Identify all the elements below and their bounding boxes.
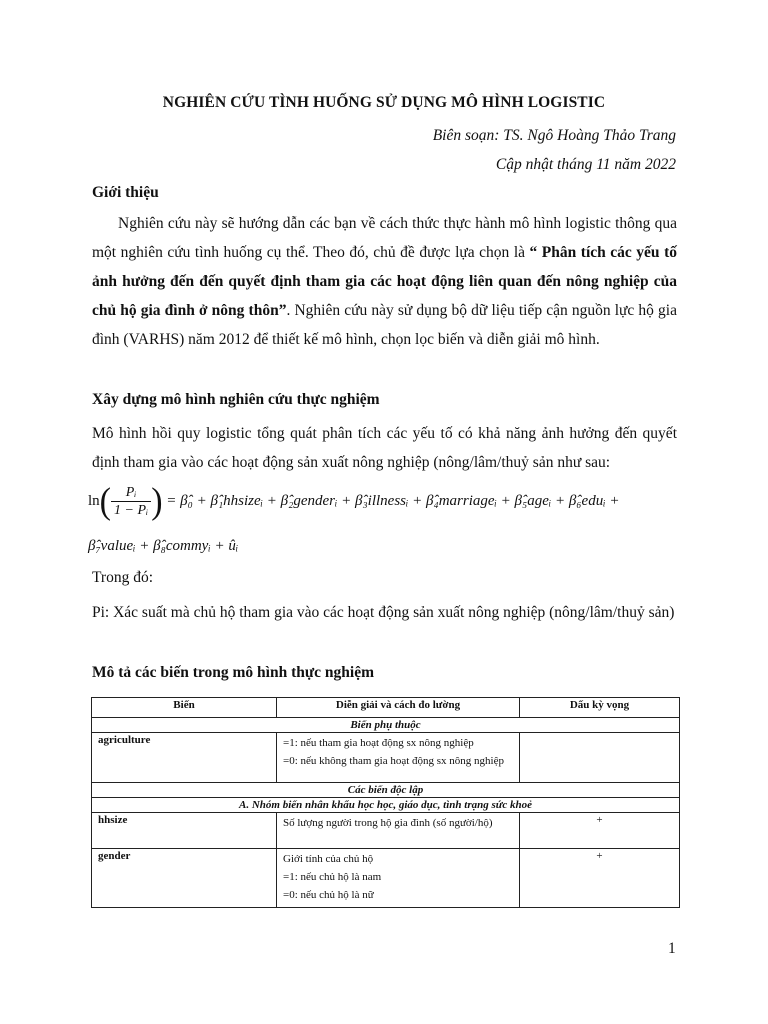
var-sign: +	[520, 813, 680, 849]
table-row	[92, 733, 680, 783]
var-name: gender	[92, 849, 277, 908]
eq-ln: ln	[88, 492, 100, 509]
var-sign	[520, 733, 680, 783]
desc-line: Số lượng người trong hộ gia đình (số người/hộ)	[283, 817, 493, 829]
eq-numerator: Pᵢ	[111, 484, 151, 502]
intro-paragraph	[92, 209, 677, 354]
intro-topic: “ Phân tích các yếu tố ảnh hưởng đến đến quyết định tham gia các hoạt động liên quan đến nông nghiệp của chủ hộ gia đình ở nông thôn”	[92, 244, 677, 319]
page-number: 1	[668, 940, 676, 957]
eq-left-paren: (	[99, 480, 111, 522]
desc-line: =0: nếu không tham gia hoạt động sx nông nghiệp	[283, 755, 504, 767]
group-a: A. Nhóm biến nhân khẩu học học, giáo dục, tình trạng sức khoẻ	[92, 798, 680, 813]
table-header-row	[92, 698, 680, 718]
header-description: Diễn giải và cách đo lường	[277, 698, 520, 718]
pi-description: Pi: Xác suất mà chủ hộ tham gia vào các hoạt động sản xuất nông nghiệp (nông/lâm/thuỷ sản)	[92, 604, 675, 621]
intro-heading: Giới thiệu	[92, 184, 159, 201]
eq-rhs-1: = β̂₀ + β̂₁hhsizeᵢ + β̂₂genderᵢ + β̂₃illnessᵢ + β̂₄marriageᵢ + β̂₅ageᵢ + β̂₆eduᵢ +	[166, 492, 620, 509]
desc-line: =0: nếu chủ hộ là nữ	[283, 889, 374, 901]
desc-line: =1: nếu tham gia hoạt động sx nông nghiệp	[283, 737, 474, 749]
eq-fraction	[111, 484, 151, 519]
group-independent: Các biến độc lập	[92, 783, 680, 798]
desc-line: =1: nếu chủ hộ là nam	[283, 871, 382, 883]
updated-line: Cập nhật tháng 11 năm 2022	[495, 156, 676, 173]
var-name: agriculture	[92, 733, 277, 783]
eq-right-paren: )	[151, 480, 163, 522]
intro-text-before: Nghiên cứu này sẽ hướng dẫn các bạn về cách thức thực hành mô hình logistic thông qua một nghiên cứu tình huống cụ thể. Theo đó, chủ đề được lựa chọn là	[92, 215, 677, 261]
var-sign: +	[520, 849, 680, 908]
var-description	[277, 733, 520, 783]
model-paragraph: Mô hình hồi quy logistic tổng quát phân tích các yếu tố có khả năng ảnh hưởng đến quyết định tham gia vào các hoạt động sản xuất nông nghiệp (nông/lâm/thuỷ sản như sau:	[92, 425, 677, 471]
table-row	[92, 813, 680, 849]
eq-denominator: 1 − Pᵢ	[114, 503, 149, 518]
desc-line: Giới tính của chủ hộ	[283, 853, 374, 865]
header-expected-sign: Dấu kỳ vọng	[520, 698, 680, 718]
table-row	[92, 849, 680, 908]
equation-line-2	[88, 538, 238, 555]
group-dependent: Biến phụ thuộc	[92, 718, 680, 733]
table-heading: Mô tả các biến trong mô hình thực nghiệm	[92, 664, 374, 681]
intro-text-after: . Nghiên cứu này sử dụng bộ dữ liệu tiếp cận nguồn lực hộ gia đình (VARHS) năm 2012 để thiết kế mô hình, chọn lọc biến và diễn giải mô hình.	[92, 302, 677, 348]
model-heading: Xây dựng mô hình nghiên cứu thực nghiệm	[92, 391, 380, 408]
var-name: hhsize	[92, 813, 277, 849]
variables-table	[91, 697, 680, 908]
eq-rhs-2: β̂₇valueᵢ + β̂₈commyᵢ + ûᵢ	[88, 538, 239, 554]
equation-line-1	[88, 480, 620, 522]
table-group-row	[92, 783, 680, 798]
table-group-row	[92, 718, 680, 733]
var-description	[277, 813, 520, 849]
document-title: NGHIÊN CỨU TÌNH HUỐNG SỬ DỤNG MÔ HÌNH LOGISTIC	[162, 94, 606, 111]
header-variable: Biến	[92, 698, 277, 718]
where-label: Trong đó:	[92, 569, 154, 586]
author-line: Biên soạn: TS. Ngô Hoàng Thảo Trang	[432, 127, 676, 144]
var-description	[277, 849, 520, 908]
table-group-row	[92, 798, 680, 813]
